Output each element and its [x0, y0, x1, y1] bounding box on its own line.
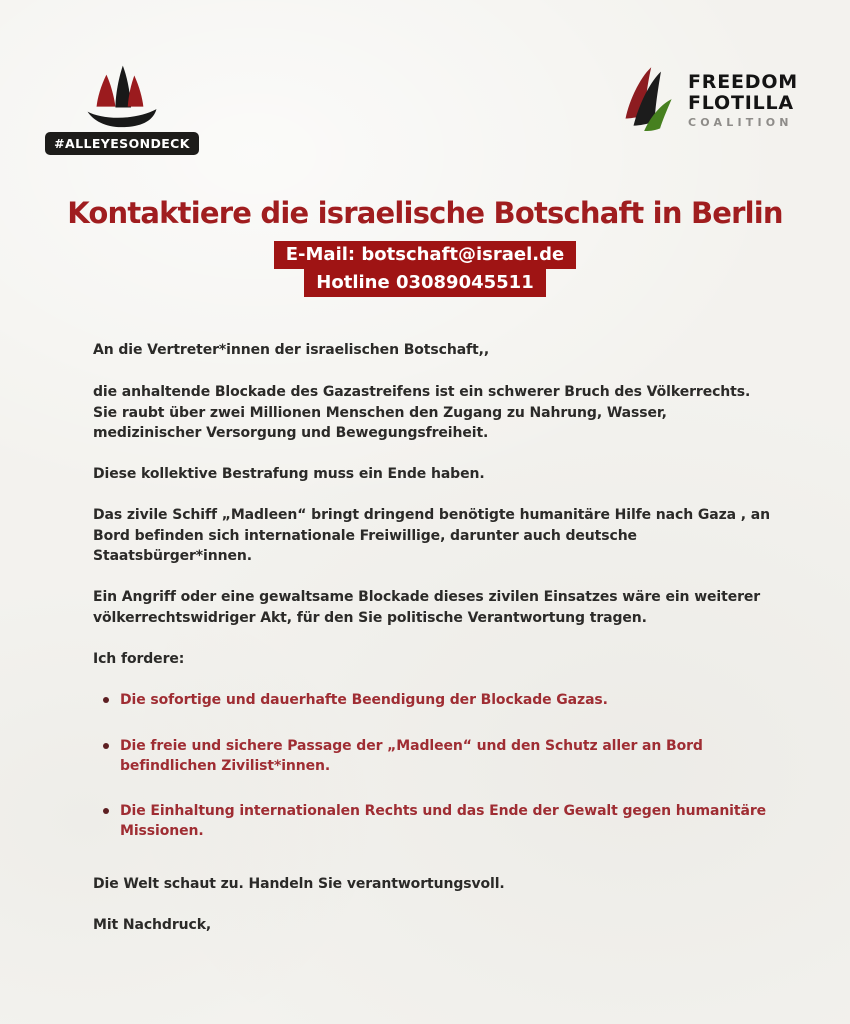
coalition-word-flotilla: FLOTILLA [688, 91, 794, 114]
letter-paragraph: Das zivile Schiff „Madleen“ bringt dringend benötigte humanitäre Hilfe nach Gaza , an Bord befinden sich internationale Freiwillige, darunter auch deutsche Staatsbürger*innen. [93, 507, 770, 565]
demands-list [93, 690, 773, 841]
demand-text: Die Einhaltung internationalen Rechts und das Ende der Gewalt gegen humanitäre Missionen. [120, 803, 767, 840]
bullet-icon [103, 808, 109, 814]
flotilla-sails-icon [622, 62, 684, 138]
demand-text: Die sofortige und dauerhafte Beendigung der Blockade Gazas. [120, 692, 608, 709]
coalition-word-coalition: COALITION [688, 115, 793, 129]
hashtag-badge: #ALLEYESONDECK [45, 132, 199, 155]
campaign-logo [56, 64, 188, 155]
contact-info [0, 241, 850, 297]
coalition-wordmark [688, 70, 798, 129]
freedom-flotilla-coalition-logo [622, 62, 798, 138]
letter-salutation: An die Vertreter*innen der israelischen Botschaft,, [93, 342, 490, 358]
letter-closing: Die Welt schaut zu. Handeln Sie verantwortungsvoll. [93, 875, 505, 892]
bullet-icon [103, 743, 109, 749]
coalition-word-freedom: FREEDOM [688, 70, 798, 93]
letter-body [93, 340, 773, 935]
bullet-icon [103, 697, 109, 703]
demand-text: Die freie und sichere Passage der „Madleen“ und den Schutz aller an Bord befindlichen Zivilist*innen. [120, 737, 703, 774]
demand-item [93, 736, 773, 777]
letter-paragraph: die anhaltende Blockade des Gazastreifens ist ein schwerer Bruch des Völkerrechts. Sie raubt über zwei Millionen Menschen den Zugang zu Nahrung, Wasser, medizinischer Versorgung und Bewegungsfreiheit. [93, 384, 751, 441]
email-contact: E-Mail: botschaft@israel.de [274, 241, 576, 269]
sailboat-icon [80, 64, 164, 128]
demands-intro: Ich fordere: [93, 650, 185, 667]
page-title: Kontaktiere die israelische Botschaft in Berlin [67, 196, 783, 230]
letter-signoff: Mit Nachdruck, [93, 917, 212, 934]
letter-paragraph: Diese kollektive Bestrafung muss ein Ende haben. [93, 466, 485, 483]
hotline-contact: Hotline 03089045511 [304, 269, 545, 297]
letter-paragraph: Ein Angriff oder eine gewaltsame Blockade dieses zivilen Einsatzes wäre ein weiterer völkerrechtswidriger Akt, für den Sie politische Verantwortung tragen. [93, 589, 761, 626]
demand-item [93, 801, 773, 842]
demand-item [93, 690, 773, 710]
